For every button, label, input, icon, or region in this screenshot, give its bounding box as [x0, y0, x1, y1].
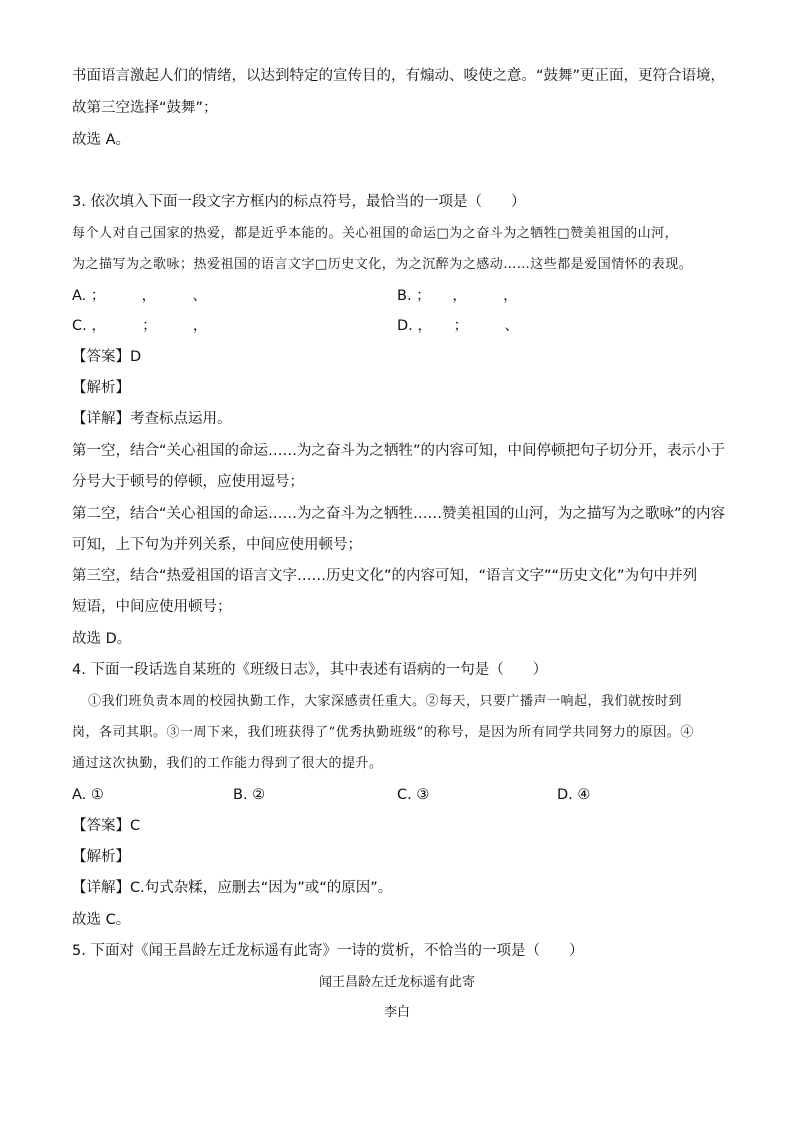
question-5-stem: 5. 下面对《闻王昌龄左迁龙标遥有此寄》一诗的赏析，不恰当的一项是（ ） — [72, 943, 584, 959]
detail-text: 短语，中间应使用顿号； — [72, 599, 232, 615]
text-line: 故选 A。 — [72, 132, 131, 148]
text-line: 故第三空选择“鼓舞”； — [72, 100, 218, 116]
option-d[interactable]: D. ④ — [557, 787, 591, 803]
question-4-passage: 岗，各司其职。③一周下来，我们班获得了“优秀执勤班级”的称号，是因为所有同学共同努力的原因。④ — [72, 725, 694, 740]
answer-label: 【答案】D — [72, 349, 142, 365]
poem-title: 闻王昌龄左迁龙标遥有此寄 — [318, 975, 475, 990]
detail-text: 第三空，结合“热爱祖国的语言文字……历史文化”的内容可知，“语言文字”“历史文化”为句中并列 — [72, 568, 698, 584]
detail-text: 第二空，结合“关心祖国的命运……为之奋斗为之牺牲……赞美祖国的山河，为之描写为之歌咏”的内容 — [72, 506, 726, 522]
question-3-passage: 为之描写为之歌咏；热爱祖国的语言文字□历史文化，为之沉醉为之感动……这些都是爱国情怀的表现。 — [72, 257, 693, 272]
analysis-label: 【解析】 — [72, 849, 130, 865]
option-d[interactable]: D. ， ； 、 — [397, 318, 519, 334]
detail-text: 分号大于顿号的停顿，应使用逗号； — [72, 474, 304, 490]
conclusion-text: 故选 C。 — [72, 912, 131, 928]
question-3-passage: 每个人对自己国家的热爱，都是近乎本能的。关心祖国的命运□为之奋斗为之牺牲□赞美祖国的山河， — [72, 226, 679, 241]
text-line: 书面语言激起人们的情绪，以达到特定的宣传目的，有煽动、唆使之意。“鼓舞”更正面，更符合语境， — [72, 68, 726, 84]
option-c[interactable]: C. ③ — [397, 787, 430, 803]
detail-text: 【详解】考查标点运用。 — [72, 411, 232, 427]
conclusion-text: 故选 D。 — [72, 631, 132, 647]
option-c[interactable]: C. ， ； ， — [72, 318, 208, 334]
detail-text: 第一空，结合“关心祖国的命运……为之奋斗为之牺牲”的内容可知，中间停顿把句子切分开，表示小于 — [72, 443, 726, 459]
question-3-stem: 3. 依次填入下面一段文字方框内的标点符号，最恰当的一项是（ ） — [72, 194, 526, 210]
detail-text: 【详解】C.句式杂糅，应删去“因为”或“的原因”。 — [72, 880, 393, 896]
answer-label: 【答案】C — [72, 818, 141, 834]
detail-text: 可知，上下句为并列关系，中间应使用顿号； — [72, 537, 362, 553]
option-b[interactable]: B. ② — [233, 787, 266, 803]
option-a[interactable]: A. ① — [72, 787, 104, 803]
option-b[interactable]: B. ； ， ， — [397, 288, 518, 304]
question-4-passage: ①我们班负责本周的校园执勤工作，大家深感责任重大。②每天，只要广播声一响起，我们就按时到 — [88, 694, 683, 709]
option-a[interactable]: A. ； ， 、 — [72, 288, 207, 304]
poem-author: 李白 — [383, 1005, 410, 1020]
question-4-passage: 通过这次执勤，我们的工作能力得到了很大的提升。 — [72, 756, 383, 771]
question-4-stem: 4. 下面一段话选自某班的《班级日志》，其中表述有语病的一句是（ ） — [72, 662, 548, 678]
analysis-label: 【解析】 — [72, 380, 130, 396]
